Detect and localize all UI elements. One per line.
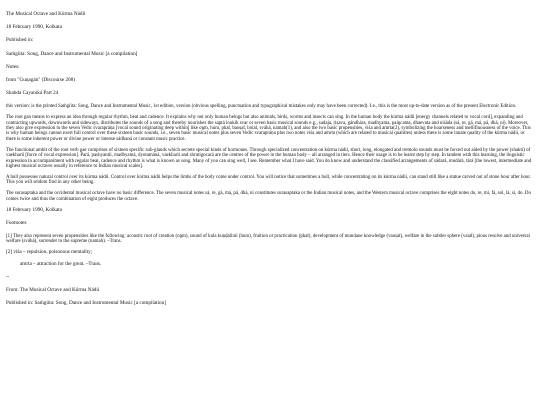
document-date: 18 February 1990, Kolkata: [6, 24, 62, 31]
closing-date: 18 February 1990, Kolkata: [6, 206, 62, 213]
paragraph-2: The functional ambit of the root verb gae comprises of sixteen specific sub-glands which secrete special kinds of hormones. Through specialized concentration on kúrma nádii, short, long, elongated and tremolo sounds must be forced out aided by the power (shakti) of vaekharii [force of vocal expression]. Pará, pashyantii, madhyamá, dyotamáná, vaekharii and shrutigocará are the centres of the power in the human body – all arranged in tiers. Hence their usage is to be learnt step by step. In tandem with this learning, the linguistic expression in accompaniment with regular beat, cadence and rhythm is what is known as song. Many of you can sing well, I see. Remember what I have said. You do know and understand the classified arrangements of sádará, mudárá, tárá [the lowest, intermediate and highest musical octaves usually in reference to Indian musical scales].: [6, 147, 532, 169]
document-title: The Musical Octave and Kúrma Nádii: [6, 11, 86, 17]
paragraph-1: The root gan means to express an idea through regular rhythm, beat and cadence. It explains why not only human beings but also animals, birds, worms and insects can sing. In the human body the kúrma nádii [energy channels related to vocal cord], expanding and contracting upwards, downwards and sideways, distributes the sounds of a song and thereby nourishes the saptá loukik svar or seven basic musical sounds e.g., ṣadaja, ṛiṣava, gándhára, madhyama, paiṋcama, dhaevata and niśáda (sá, re, gá, má, pá, dhá, ni). Moreover, they also give expression to the seven Vedic svarapráṇa [vocal sound originating deep within] like oṋm, hum, phaṫ, baoṣaṫ, boiaṫ, sváhá, namah(1), and also the two basic propensities, viśa and amrta(2), symbolizing the hoarseness and mellifluousness of the voice. This is why human beings cannot exert full control over these sixteen basic sounds, i.e., seven basic musical notes plus seven Vedic svarapráṇa plus two notes viśa and amrta (which are related to musical qualities) unless there is some innate quality of the kúrma nádii, or there is some inherent power or divine power or intense sádhaná or constant music practice.: [6, 115, 531, 142]
notes-label: Notes:: [6, 63, 20, 70]
published-in-value: Saḿgiita: Song, Dance and Instrumental Music [a compilation]: [6, 50, 138, 57]
paragraph-3: A bull possesses natural control over its kúrma nádii. Control over kúrma nádii helps the limbs of the body come under control. You will notice that sometimes a bull, while concentrating on its kúrma nádii, can stand still like a statue carved out of stone hour after hour. This you will seldom find in any other being.: [6, 174, 531, 186]
footnote-2b: amrta – attraction for the great. –Trans.: [20, 260, 102, 267]
from-line: From: The Musical Octave and Kúrma Nádii: [6, 286, 100, 293]
published-in-footer: Published in: Saḿgiita: Song, Dance and Instrumental Music [a compilation]: [6, 299, 166, 306]
footnote-1: [1] They also represent seven propensities like the following: acoustic root of creation (oṋm), sound of kula kuṇḍalinii (hum), fruition or practication (phaṫ), development of mundane knowledge (vaoṣaṫ), welfare in the subtler sphere (vaiaṫ), pious resolve and universal welfare (sváhá), surrender to the supreme (namah). –Trans.: [6, 233, 530, 245]
published-in-label: Published in:: [6, 37, 34, 44]
footnote-2a: [2] viśa – repulsion, poisonous mentality;: [6, 249, 93, 256]
footnotes-heading: Footnotes: [6, 219, 27, 226]
discourse-note: from "Guṇagán" (Discourse 208): [6, 76, 75, 83]
paragraph-4: The surasaptaka and the occidental musical octave have no basic difference. The seven musical notes sá, re, gá, má, pá, dhá, ni constitutes surasaptaka or the Indian musical notes, and the Western musical octave comprises the eight notes do, re, mi, fá, sol, lá, si, do. Do comes twice and thus the combination of eight produces the octave.: [6, 191, 531, 202]
separator: --: [6, 274, 10, 280]
version-note: this version: is the printed Saḿgiita: Song, Dance and Instrumental Music, 1st edition, version (obvious spelling, punctuation and typographical mistakes only may have been corrected). I.e., this is the most up-to-date version as of the present Electronic Edition.: [6, 104, 517, 110]
shabda-note: Shabda Cayaniká Part 24: [6, 90, 59, 97]
